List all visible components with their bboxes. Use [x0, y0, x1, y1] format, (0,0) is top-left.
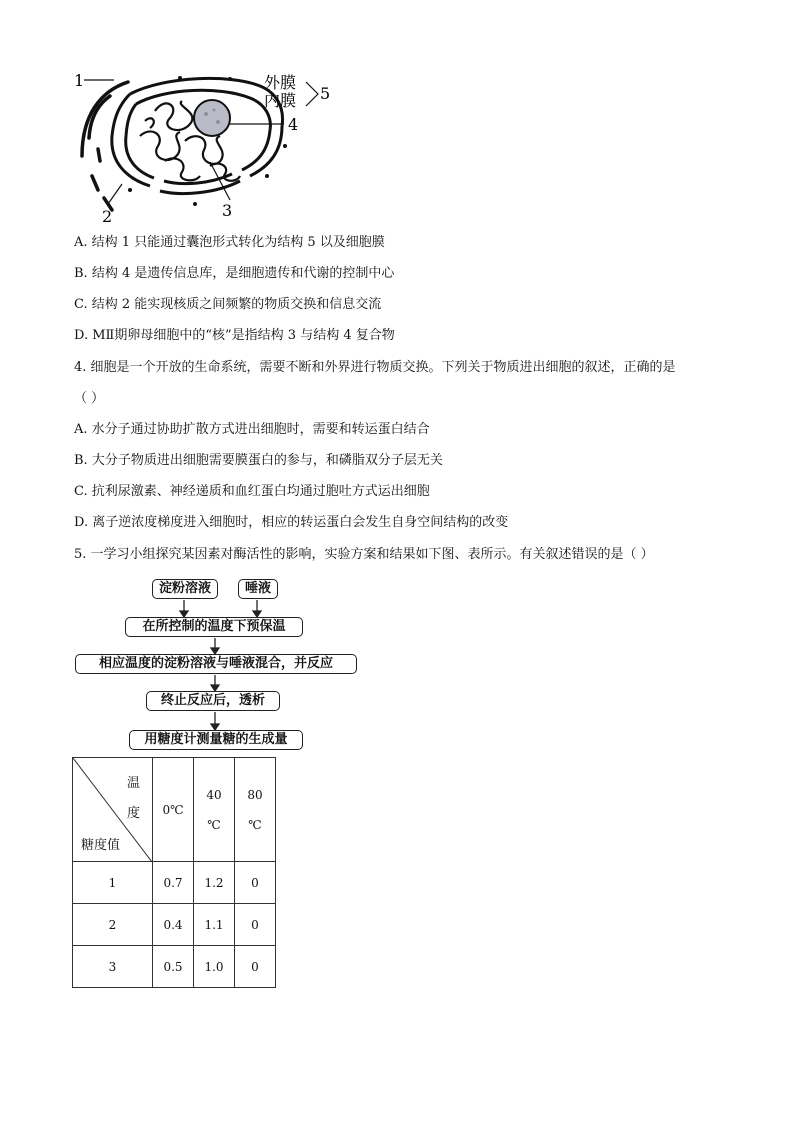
header-temp-char1: 温 — [127, 776, 141, 791]
header-80c-num: 80 — [247, 787, 263, 802]
q4-answer-paren: （ ） — [74, 391, 105, 406]
q4-option-d: D. 离子逆浓度梯度进入细胞时，相应的转运蛋白会发生自身空间结构的改变 — [74, 515, 509, 530]
table-row — [73, 862, 276, 904]
q4-option-a: A. 水分子通过协助扩散方式进出细胞时，需要和转运蛋白结合 — [74, 422, 430, 437]
table-diagonal-header — [73, 758, 153, 862]
cell-40c: 1.1 — [194, 904, 235, 946]
header-40c-unit: ℃ — [207, 817, 221, 832]
flow-starch-box: 淀粉溶液 — [152, 579, 218, 599]
flow-saliva-box: 唾液 — [238, 579, 278, 599]
q4-stem: 4. 细胞是一个开放的生命系统，需要不断和外界进行物质交换。下列关于物质进出细胞的叙述，正确的是 — [74, 360, 676, 375]
header-40c — [194, 758, 235, 862]
table-row — [73, 904, 276, 946]
header-temp-char2: 度 — [127, 806, 141, 821]
label-3: 3 — [222, 201, 233, 220]
flow-step3-box: 终止反应后，透析 — [146, 691, 280, 711]
result-table — [72, 757, 276, 988]
flow-step4-box: 用糖度计测量糖的生成量 — [129, 730, 303, 750]
cell-80c: 0 — [235, 904, 276, 946]
header-80c — [235, 758, 276, 862]
flow-step1-box: 在所控制的温度下预保温 — [125, 617, 303, 637]
header-40c-num: 40 — [206, 787, 222, 802]
header-80c-unit: ℃ — [248, 817, 262, 832]
row-id: 1 — [73, 862, 153, 904]
label-inner-membrane: 内膜 — [264, 91, 297, 110]
table-row — [73, 946, 276, 988]
cell-0c: 0.5 — [153, 946, 194, 988]
label-2: 2 — [102, 207, 113, 226]
cell-40c: 1.0 — [194, 946, 235, 988]
cell-80c: 0 — [235, 946, 276, 988]
q4-option-c: C. 抗利尿激素、神经递质和血红蛋白均通过胞吐方式运出细胞 — [74, 484, 430, 499]
label-4: 4 — [288, 115, 299, 134]
cell-80c: 0 — [235, 862, 276, 904]
header-0c: 0℃ — [153, 758, 194, 862]
q3-option-a: A. 结构 1 只能通过囊泡形式转化为结构 5 以及细胞膜 — [74, 235, 385, 250]
cell-40c: 1.2 — [194, 862, 235, 904]
flow-arrows — [0, 0, 400, 760]
q3-option-c: C. 结构 2 能实现核质之间频繁的物质交换和信息交流 — [74, 297, 382, 312]
q3-option-d: D. MⅡ期卵母细胞中的“核”是指结构 3 与结构 4 复合物 — [74, 328, 395, 343]
flow-step2-box: 相应温度的淀粉溶液与唾液混合，并反应 — [75, 654, 357, 674]
label-5: 5 — [320, 84, 331, 103]
label-1: 1 — [74, 71, 85, 90]
cell-0c: 0.4 — [153, 904, 194, 946]
row-id: 3 — [73, 946, 153, 988]
header-row-label: 糖度值 — [81, 838, 121, 853]
q4-option-b: B. 大分子物质进出细胞需要膜蛋白的参与，和磷脂双分子层无关 — [74, 453, 443, 468]
q5-stem: 5. 一学习小组探究某因素对酶活性的影响，实验方案和结果如下图、表所示。有关叙述错误的是（ ） — [74, 547, 654, 562]
cell-0c: 0.7 — [153, 862, 194, 904]
q3-option-b: B. 结构 4 是遗传信息库，是细胞遗传和代谢的控制中心 — [74, 266, 395, 281]
row-id: 2 — [73, 904, 153, 946]
label-outer-membrane: 外膜 — [264, 73, 297, 92]
